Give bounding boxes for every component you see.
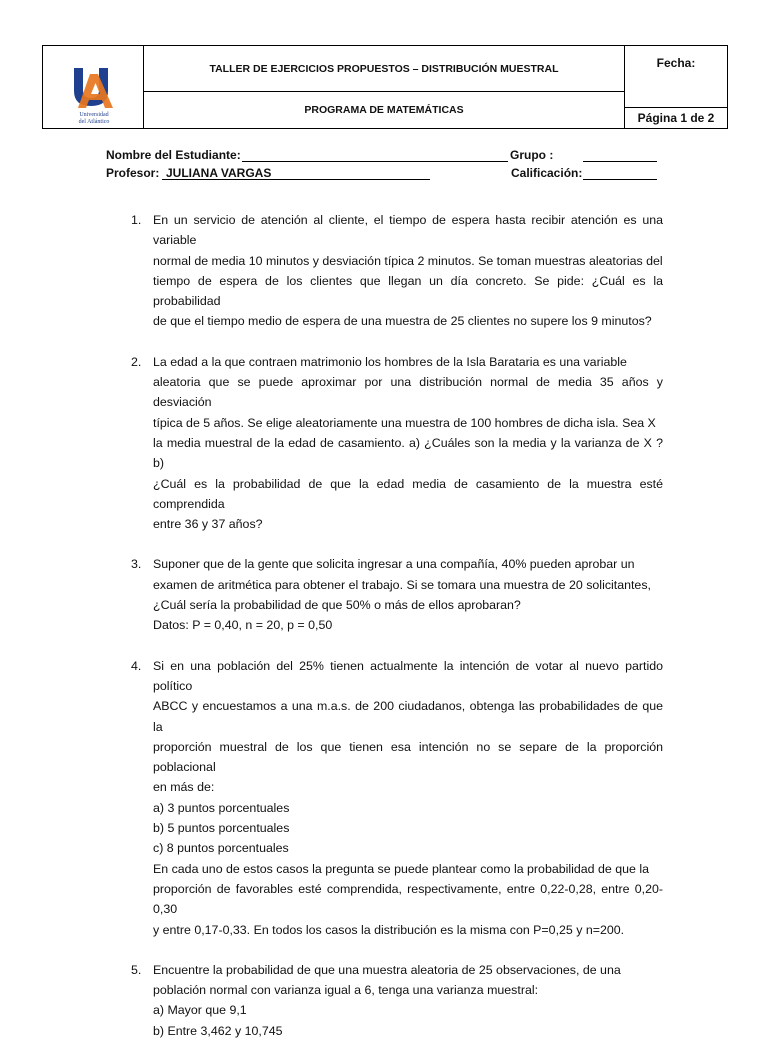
question-line: típica de 5 años. Se elige aleatoriamente una muestra de 100 hombres de dicha isla. Sea X [153,415,656,430]
grade-field[interactable] [583,166,657,180]
question-number: 1. [131,213,142,227]
question-line: y entre 0,17-0,33. En todos los casos la distribución es la misma con P=0,25 y n=200. [153,922,625,937]
question-line: c) 8 puntos porcentuales [153,841,289,856]
question-line: examen de aritmética para obtener el trabajo. Si se tomara una muestra de 20 solicitantes, [153,577,651,592]
question-line: la media muestral de la edad de casamiento. a) ¿Cuáles son la media y la varianza de X ? b) [153,435,663,471]
question-line: Encuentre la probabilidad de que una muestra aleatoria de 25 observaciones, de una [153,962,621,977]
teacher-label: Profesor: [106,166,160,180]
svg-text:del Atlántico: del Atlántico [78,119,110,124]
question-line: a) Mayor que 9,1 [153,1003,247,1018]
question-line: normal de media 10 minutos y desviación típica 2 minutos. Se toman muestras aleatorias del [153,253,663,268]
student-name-field[interactable] [242,148,508,162]
question-line: tiempo de espera de los clientes que llegan un día concreto. Se pide: ¿Cuál es la probabilidad [153,273,663,309]
question-line: ABCC y encuestamos a una m.a.s. de 200 ciudadanos, obtenga las probabilidades de que la [153,699,663,734]
student-info [106,148,666,184]
logo-cell [43,46,144,128]
question-line: En un servicio de atención al cliente, el tiempo de espera hasta recibir atención es una variable [153,213,663,248]
document-title: TALLER DE EJERCICIOS PROPUESTOS – DISTRIBUCIÓN MUESTRAL [209,62,559,75]
question-line: proporción de favorables esté comprendida, respectivamente, entre 0,22-0,28, entre 0,20-0,30 [153,881,663,917]
header-center [144,46,625,128]
question-4 [131,656,663,940]
question-line: b) 5 puntos porcentuales [153,821,290,836]
header-table [42,45,728,129]
question-line: b) Entre 3,462 y 10,745 [153,1023,283,1038]
question-2 [131,352,663,535]
question-line: población normal con varianza igual a 6, tenga una varianza muestral: [153,983,539,998]
question-number: 4. [131,658,142,673]
question-number: 3. [131,557,142,572]
question-number: 5. [131,962,142,977]
question-line: Si en una población del 25% tienen actualmente la intención de votar al nuevo partido político [153,658,663,693]
svg-text:Universidad: Universidad [79,112,109,118]
header-right [625,46,727,128]
question-line: de que el tiempo medio de espera de una muestra de 25 clientes no supere los 9 minutos? [153,314,652,329]
question-line: aleatoria que se puede aproximar por una distribución normal de media 35 años y desviación [153,375,663,410]
question-line: en más de: [153,780,215,795]
question-line: La edad a la que contraen matrimonio los hombres de la Isla Barataria es una variable [153,354,627,369]
group-label: Grupo : [510,148,554,162]
group-field[interactable] [583,148,657,162]
university-logo [69,64,119,124]
question-line: proporción muestral de los que tienen esa intención no se separe de la proporción poblacional [153,739,663,775]
question-line: entre 36 y 37 años? [153,517,263,532]
grade-label: Calificación: [511,166,583,180]
question-line: Datos: P = 0,40, n = 20, p = 0,50 [153,618,333,633]
question-line: En cada uno de estos casos la pregunta se puede plantear como la probabilidad de que la [153,861,649,876]
question-list [131,210,663,1061]
question-line: ¿Cuál es la probabilidad de que la edad media de casamiento de la muestra esté comprendida [153,476,663,511]
question-line: ¿Cuál sería la probabilidad de que 50% o más de ellos aprobaran? [153,598,521,613]
question-3 [131,554,663,635]
question-1 [131,210,663,332]
teacher-name: JULIANA VARGAS [166,166,272,180]
student-name-label: Nombre del Estudiante: [106,148,241,162]
question-5 [131,960,663,1041]
program-name: PROGRAMA DE MATEMÁTICAS [304,104,464,116]
question-line: Suponer que de la gente que solicita ingresar a una compañía, 40% pueden aprobar un [153,557,635,572]
question-number: 2. [131,354,142,369]
date-label: Fecha: [656,56,696,70]
page-indicator: Página 1 de 2 [637,111,715,125]
question-line: a) 3 puntos porcentuales [153,800,290,815]
